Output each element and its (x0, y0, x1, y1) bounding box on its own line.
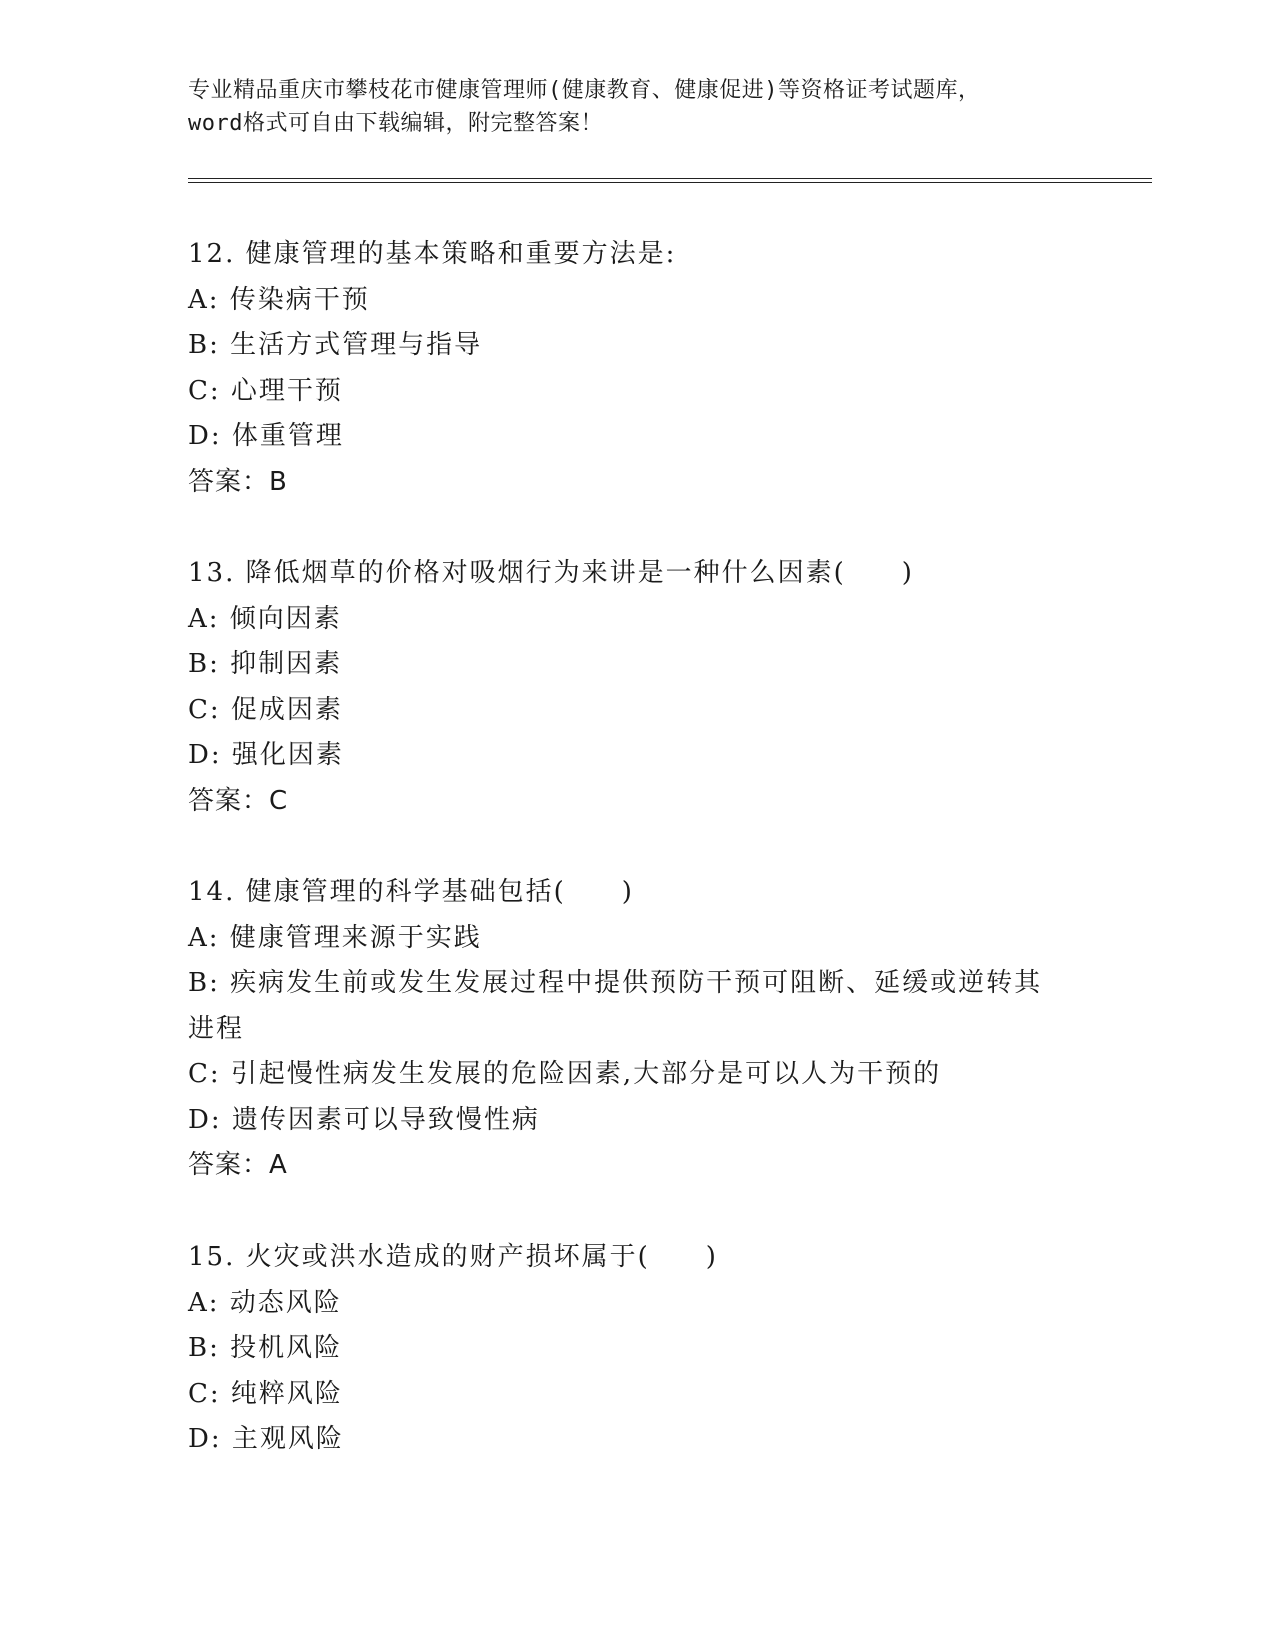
question-13 (188, 551, 1088, 824)
option-d: D: 主观风险 (188, 1424, 344, 1454)
option-d: D: 强化因素 (188, 740, 344, 770)
answer-line: 答案：A (188, 1150, 288, 1180)
option-c: C: 心理干预 (188, 375, 343, 406)
option-d: D: 遗传因素可以导致慢性病 (188, 1104, 540, 1135)
question-stem: 15. 火灾或洪水造成的财产损坏属于( ) (188, 1242, 718, 1272)
question-14 (188, 870, 1088, 1189)
option-b: B: 生活方式管理与指导 (188, 330, 483, 360)
header-divider (188, 178, 1152, 183)
option-a: A: 传染病干预 (188, 284, 370, 315)
document-header (188, 74, 1088, 140)
option-b: B: 疾病发生前或发生发展过程中提供预防干预可阻断、延缓或逆转其进程 (188, 968, 1043, 1044)
option-c: C: 促成因素 (188, 694, 343, 725)
question-stem: 14. 健康管理的科学基础包括( ) (188, 877, 634, 907)
option-c: C: 引起慢性病发生发展的危险因素,大部分是可以人为干预的 (188, 1059, 942, 1089)
answer-line: 答案：B (188, 466, 288, 497)
option-a: A: 健康管理来源于实践 (188, 922, 482, 953)
option-d: D: 体重管理 (188, 421, 344, 451)
option-a: A: 动态风险 (188, 1287, 342, 1318)
question-stem: 13. 降低烟草的价格对吸烟行为来讲是一种什么因素( ) (188, 558, 914, 588)
option-b: B: 抑制因素 (188, 649, 343, 679)
option-c: C: 纯粹风险 (188, 1378, 343, 1409)
header-title-line-1: 专业精品重庆市攀枝花市健康管理师(健康教育、健康促进)等资格证考试题库， (188, 78, 981, 103)
option-b: B: 投机风险 (188, 1333, 343, 1363)
header-title-line-2: word格式可自由下载编辑，附完整答案！ (188, 111, 603, 136)
option-a: A: 倾向因素 (188, 603, 342, 634)
question-12 (188, 232, 1088, 505)
answer-line: 答案：C (188, 785, 289, 816)
question-stem: 12. 健康管理的基本策略和重要方法是: (188, 239, 677, 269)
question-15 (188, 1235, 1088, 1463)
